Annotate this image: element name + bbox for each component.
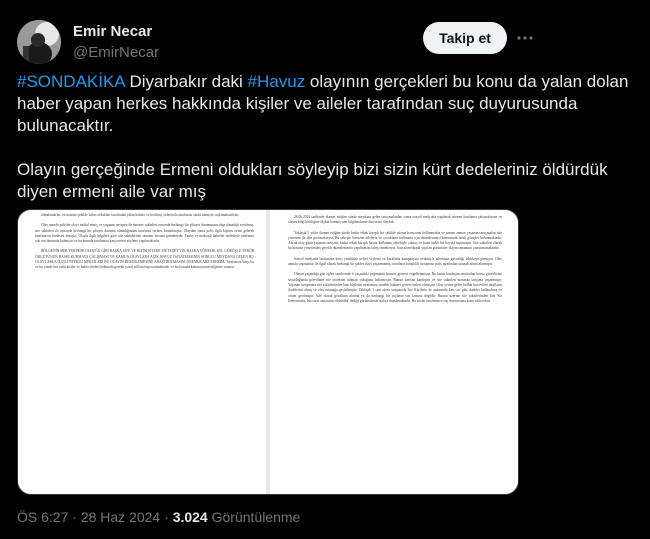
- document-page-right: [270, 210, 519, 495]
- tweet-paragraph-2: Olayın gerçeğinde Ermeni oldukları söyleyip bizi sizin kürt dedeleriniz öldürdük diyen ermeni aile var mış: [17, 160, 608, 201]
- document-text: [288, 215, 502, 309]
- document-paragraph: Sosyal medyada tarafımıza karşı yürütülen nefret söylemi ve karalama kampanyası nedeniyle ailemizin güvenliği tehlikeye girmiştir. Olay anında yaşananlar ile ilgili olarak herhangi bir şiddet olayı yaşanmamış, tarafların karşılıklı tartışması polis tarafından tutanak altına alınmıştır.: [288, 256, 502, 267]
- tweet-text-segment: olayının gerçekleri bu konu da yalan dolan haber yapan herkes hakkında kişiler ve aileler tarafından suç duyurusunda bulunacaktır.: [17, 72, 629, 135]
- avatar[interactable]: [17, 20, 61, 64]
- meta-separator: ·: [68, 509, 81, 525]
- views-count: 3.024: [172, 509, 208, 525]
- tweet-header: [17, 20, 633, 64]
- views-label: Görüntülenme: [207, 509, 301, 525]
- document-paragraph: olmaktadırlar, en masum şekilde haber oldukları tarafından yalan habere ve kesilmiş videolarla tarafımızı sanki tümüyle suçlamaktadırlar.: [41, 213, 240, 217]
- document-paragraph: Olay anında polisler olayı intikal etmiş ve yaşanan tartışma ile üzerine sakinleri arasında herhangi bir şikayet durumunun olup olmadığı sorulmuş, site sakinleri ile arasında herhangi bir şikayet durumu olmadığından tarafımız serbest bırakılmıştır. Olaydan sonra polis ilgili kişinin evine gelerek tarafımızın ifadesini almıştır. Olayla ilgili bilgilere göre site sakinlerinin tamamı havuza girmektedir. Yanlış ve maksatlı haberler nedeniyle tarafımız çok zor durumda kalmıştır ve bu konuda tarafımıza karşı nefret söylemi yapılmaktadır.: [35, 223, 254, 244]
- document-paragraph: 26.06.2024 tarihinde ikamet ettiğim sitede meydana gelen tartışmalardan sonra sosyal medyada yapılmak istenen karalama çalışmalarına ve olayın bilgi kirliliğine ilişkin kamuoyunu bilgilendirme ihtiyacını duyduk.: [288, 215, 502, 225]
- document-page-left: [18, 210, 266, 495]
- tweet-meta: [17, 507, 300, 527]
- more-icon[interactable]: [511, 24, 539, 52]
- tweet-time[interactable]: ÖS 6:27: [17, 509, 69, 525]
- document-paragraph: Olayın yaşandığı gün öğlen saatlerinde 6 yaşındaki yeğenimin havuza girmesi engellenmiştir. Bu husus kardeşim tarafından havuz görevlisine sorulduğunda görevlinin site yönetimi talimatı olduğunu belirtmiştir. Bunun üzerine kardeşim ve site sakinleri arasında tartışma yaşanmıştır. Yaşanan tartışmada site sakinlerinden bazı kişilerin tarafımıza yönelik hakaret içeren sözleri olmuştur. Olay yerine gelen kolluk kuvvetleri tarafların ifadelerini almış ve olay tutanağa geçirilmiştir. Yaklaşık 1 saat süren tartışmada 'biz Kürtlerin de atalarında kan var' gibi ifadeler kullanılmış ve ortam gerilmiştir. Aile olarak gözaltına alınma ya da herhangi bir suçlama söz konusu değildir. Bunun üzerine site sakinlerinden biri 'Siz Ermenisiniz, biz sizin atalarınızı öldürdük' dediği görüntülerde açıkça duyulmaktadır. Bu sözler tarafımızca suç duyurusuna konu edilecektir.: [288, 272, 502, 303]
- document-text: [35, 213, 254, 276]
- document-paragraph: BÖLGENİN HER YERİNDE OLDUĞU GİBİ BAŞKA SİTE VE BİZİM SİTEDE MÜTEDEYYİN HALKA YÖNELİK SOL GÖRÜŞLÜ TERÖR ÖRGÜTÜNÜN BASKI KURMAYA ÇALIŞMASI VE KAMUA OLAYLARA AÇIK HAVUZ DAYATMASININ SONUCU MEYDANA GELEN BU OLAYLARLA İLGİLİ YETKİLİ MERCİLERİ BU OLAYIN DERİNLEMESİNE ARAŞTIRILMASINI ÖNEMLE ARZ EDERİM. Tarafımıza karşı bu ve bu yönde her türlü kişiler ve haber siteleri hakkında gerekli yasal yollara başvurulmaktadır ve bu konuda kamuoyunun bilgisine sunarız.: [35, 249, 254, 270]
- tweet-text-segment: Diyarbakır daki: [124, 72, 248, 91]
- author-names: [73, 22, 159, 63]
- avatar-photo: [17, 20, 61, 64]
- more-horizontal-icon: [516, 29, 534, 47]
- follow-button[interactable]: Takip et: [423, 22, 507, 54]
- meta-separator: ·: [160, 509, 173, 525]
- display-name[interactable]: Emir Necar: [73, 23, 153, 40]
- tweet-paragraph-1: [17, 71, 633, 137]
- hashtag-sondakika[interactable]: #SONDAKİKA: [17, 72, 125, 91]
- tweet-media-image[interactable]: [17, 209, 519, 495]
- document-paragraph: Yaklaşık 5 yıldır ikamet ettiğim sitede kadın erkek karışık bir şekilde yüzme havuzunu kullanmakta ve zaman zaman yaşanan tartışmaları site yönetimi ile dile getirmekteyiz. Bu sebeple havuzun ailelerin ve çocukların kullanımı için düzenlenmesi konusunda farklı görüşler bulunmaktadır. Ancak olay günü yaşanan tartışma, kadın erkek karışık havuz kullanımı sebebiyle çıkmış ve konu farklı bir boyuta taşınmıştır. Site sakinleri olarak bu konuda yönetimden gerekli düzenlemenin yapılmasını talep etmekteyiz. Sosyal medyada yayılan görüntüler olayın tamamını yansıtmamaktadır.: [288, 230, 502, 251]
- user-handle[interactable]: @EmirNecar: [73, 44, 160, 61]
- tweet-text: [17, 71, 633, 203]
- tweet-date[interactable]: 28 Haz 2024: [80, 509, 161, 525]
- hashtag-havuz[interactable]: #Havuz: [247, 72, 306, 91]
